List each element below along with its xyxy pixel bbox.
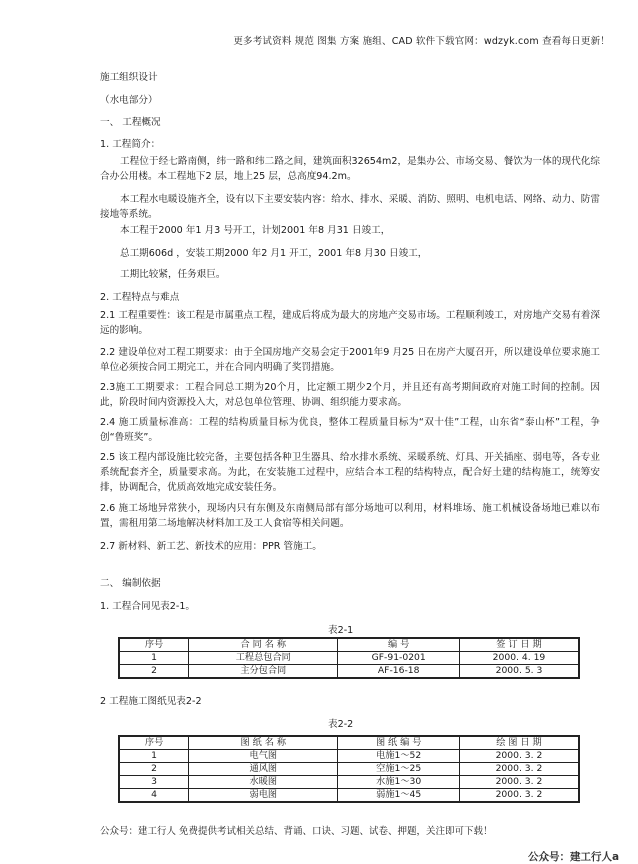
table-cell: 1 bbox=[119, 750, 189, 763]
section-1-2-heading: 2. 工程特点与难点 bbox=[100, 292, 180, 303]
table-2-1-caption: 表2-1 bbox=[328, 625, 354, 636]
download-banner: 更多考试资料 规范 图集 方案 施组、CAD 软件下载官网：wdzyk.com 查看每日更新！ bbox=[233, 36, 610, 47]
paragraph-2-6: 2.6 施工场地异常狭小，现场内只有东侧及东南侧局部有部分场地可以利用，材料堆场、施工机械设备场地已难以布置，需租用第二场地解决材料加工及工人食宿等相关问题。 bbox=[100, 503, 600, 529]
table-2-2-caption: 表2-2 bbox=[328, 719, 354, 730]
paragraph-schedule: 本工程于2000 年1 月3 号开工，计划2001 年8 月31 日竣工， bbox=[120, 225, 391, 236]
contract-table bbox=[118, 637, 580, 679]
header-cell: 图 纸 名 称 bbox=[189, 736, 338, 750]
table-cell: 2 bbox=[119, 763, 189, 776]
section-1-heading: 一、 工程概况 bbox=[100, 117, 161, 128]
doc-title: 施工组织设计 bbox=[100, 72, 158, 83]
paragraph-installation-content: 本工程水电暖设施齐全，设有以下主要安装内容：给水、排水、采暖、消防、照明、电机电话、网络、动力、防雷接地等系统。 bbox=[100, 194, 600, 220]
table-cell: 2000. 3. 2 bbox=[459, 750, 579, 763]
table-cell: AF-16-18 bbox=[338, 665, 460, 679]
table-cell: 2000. 3. 2 bbox=[459, 763, 579, 776]
table-row bbox=[119, 763, 579, 776]
paragraph-2-2: 2.2 建设单位对工程工期要求：由于全国房地产交易会定于2001年9 月25 日在房产大厦召开，所以建设单位要求施工单位必须按合同工期完工，并在合同内明确了奖罚措施。 bbox=[100, 347, 600, 373]
table-row bbox=[119, 789, 579, 803]
table-cell: 电施1～52 bbox=[338, 750, 459, 763]
header-cell: 图 纸 编 号 bbox=[338, 736, 459, 750]
header-cell: 编 号 bbox=[338, 638, 460, 652]
header-cell: 序号 bbox=[119, 638, 189, 652]
table-cell: 水施1～30 bbox=[338, 776, 459, 789]
table-header-row bbox=[119, 736, 579, 750]
header-cell: 序号 bbox=[119, 736, 189, 750]
paragraph-2-5: 2.5 该工程内部设施比较完备，主要包括各种卫生器具、给水排水系统、采暖系统、灯具、开关插座、弱电等，各专业系统配套齐全，质量要求高。为此，在安装施工过程中，应结合本工程的结构特点，配合好土建的结构施工，统筹安排，协调配合，优质高效地完成安装任务。 bbox=[100, 452, 600, 493]
table-cell: 2 bbox=[119, 665, 189, 679]
doc-subtitle: （水电部分） bbox=[100, 95, 158, 106]
table-cell: 2000. 3. 2 bbox=[459, 789, 579, 803]
table-cell: 2000. 3. 2 bbox=[459, 776, 579, 789]
table-row bbox=[119, 665, 579, 679]
section-2-1-text: 1. 工程合同见表2-1。 bbox=[100, 601, 196, 612]
table-cell: 弱电图 bbox=[189, 789, 338, 803]
table-cell: 2000. 4. 19 bbox=[459, 652, 579, 665]
table-cell: 通风图 bbox=[189, 763, 338, 776]
table-cell: 3 bbox=[119, 776, 189, 789]
paragraph-project-intro: 工程位于经七路南侧，纬一路和纬二路之间，建筑面积32654m2，是集办公、市场交易、餐饮为一体的现代化综合办公用楼。本工程地下2 层，地上25 层，总高度94.2m。 bbox=[100, 156, 600, 182]
table-cell: 工程总包合同 bbox=[189, 652, 338, 665]
table-row bbox=[119, 652, 579, 665]
table-row bbox=[119, 750, 579, 763]
table-cell: GF-91-0201 bbox=[338, 652, 460, 665]
section-1-1-heading: 1. 工程简介： bbox=[100, 139, 161, 150]
table-cell: 弱施1～45 bbox=[338, 789, 459, 803]
header-cell: 签 订 日 期 bbox=[459, 638, 579, 652]
table-cell: 水暖图 bbox=[189, 776, 338, 789]
table-header-row bbox=[119, 638, 579, 652]
paragraph-2-4: 2.4 施工质量标准高：工程的结构质量目标为优良，整体工程质量目标为“双十佳”工程，山东省“泰山杯”工程，争创“鲁班奖”。 bbox=[100, 417, 600, 443]
table-cell: 1 bbox=[119, 652, 189, 665]
paragraph-tight-schedule: 工期比较紧，任务艰巨。 bbox=[120, 269, 226, 280]
watermark: 公众号：建工行人a bbox=[528, 851, 620, 863]
header-cell: 绘 图 日 期 bbox=[459, 736, 579, 750]
section-2-2-text: 2 工程施工图纸见表2-2 bbox=[100, 696, 202, 707]
table-row bbox=[119, 776, 579, 789]
table-cell: 主分包合同 bbox=[189, 665, 338, 679]
table-cell: 2000. 5. 3 bbox=[459, 665, 579, 679]
paragraph-duration: 总工期606d ，安装工期2000 年2 月1 开工，2001 年8 月30 日竣工， bbox=[120, 248, 428, 259]
table-cell: 电气图 bbox=[189, 750, 338, 763]
section-2-heading: 二、 编制依据 bbox=[100, 578, 161, 589]
table-cell: 空施1～25 bbox=[338, 763, 459, 776]
paragraph-2-3: 2.3施工工期要求：工程合同总工期为20个月，比定额工期少2个月，并且还有高考期间政府对施工时间的控制。因此，阶段时间内资源投入大，对总包单位管理、协调、组织能力要求高。 bbox=[100, 382, 600, 408]
drawings-table bbox=[118, 735, 580, 803]
footer-note: 公众号：建工行人 免费提供考试相关总结、背诵、口诀、习题、试卷、押题，关注即可下载！ bbox=[100, 826, 493, 837]
header-cell: 合 同 名 称 bbox=[189, 638, 338, 652]
paragraph-2-7: 2.7 新材料、新工艺、新技术的应用：PPR 管施工。 bbox=[100, 541, 322, 552]
paragraph-2-1: 2.1 工程重要性：该工程是市属重点工程，建成后将成为最大的房地产交易市场。工程顺利竣工，对房地产交易有着深远的影响。 bbox=[100, 310, 600, 336]
table-cell: 4 bbox=[119, 789, 189, 803]
